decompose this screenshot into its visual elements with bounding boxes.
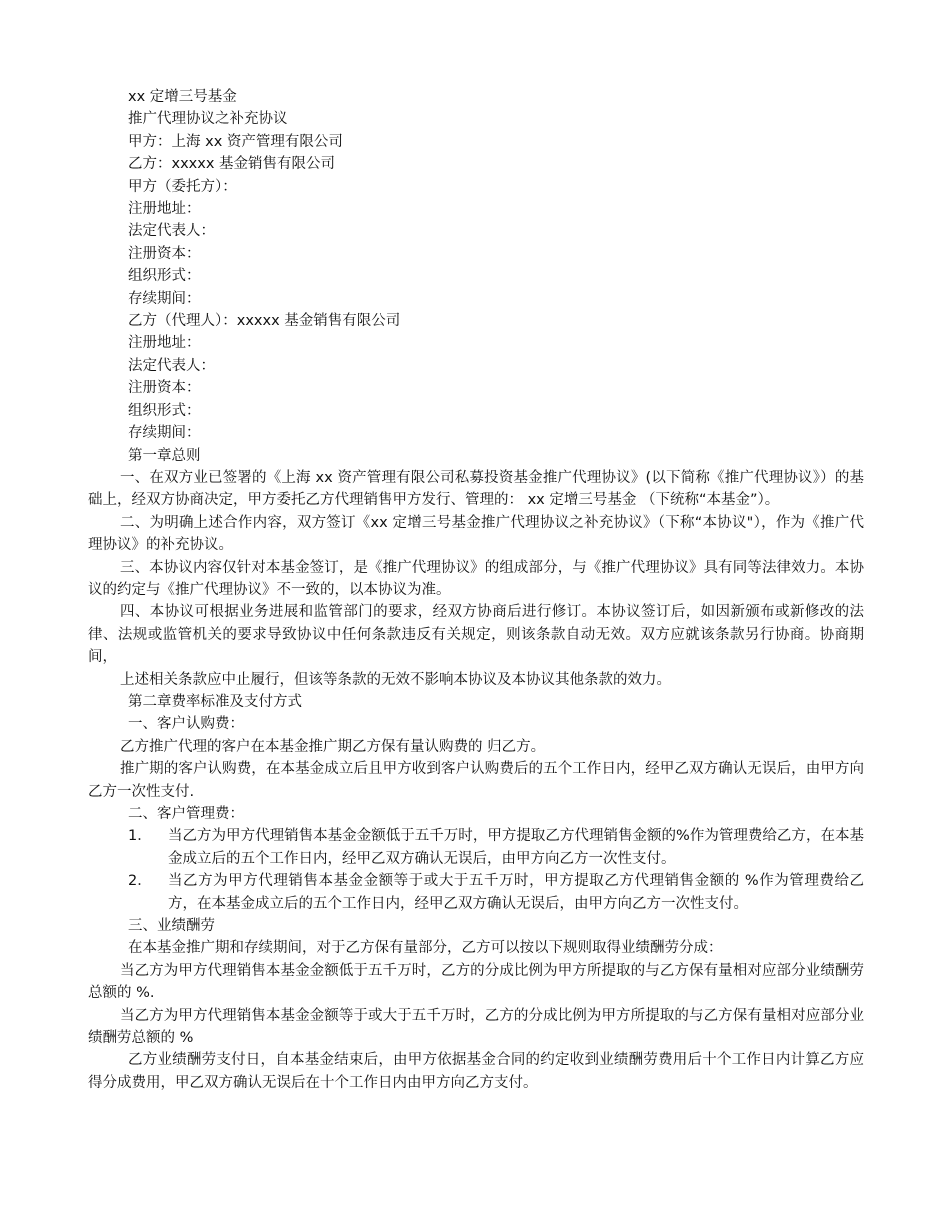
fee1-para-1: 乙方推广代理的客户在本基金推广期乙方保有量认购费的 归乙方。 [120, 738, 546, 755]
party-a-line: 甲方：上海 xx 资产管理有限公司 [128, 133, 343, 150]
fee1-heading: 一、客户认购费： [128, 716, 244, 733]
fee3-para-1: 在本基金推广期和存续期间，对于乙方保有量部分，乙方可以按以下规则取得业绩酬劳分成： [128, 940, 723, 957]
party-b-address: 注册地址： [128, 335, 201, 352]
fee2-item-2-text: 当乙方为甲方代理销售本基金金额等于或大于五千万时，甲方提取乙方代理销售金额的 %作为管理费给乙方，在本基金成立后的五个工作日内，经甲乙双方确认无误后，由甲方向乙方一次性支付。 [168, 873, 864, 912]
fee2-item-2-number: 2． [128, 873, 152, 890]
party-b-rep: 法定代表人： [128, 357, 215, 374]
chapter1-heading: 第一章总则 [128, 447, 201, 464]
chapter1-para-1: 一、在双方业已签署的《上海 xx 资产管理有限公司私募投资基金推广代理协议》(以下简称《推广代理协议》）的基础上，经双方协商决定，甲方委托乙方代理销售甲方发行、管理的： xx 定增三号基金 （下统称“本基金”）。 [88, 469, 864, 509]
fee1-para-2: 推广期的客户认购费，在本基金成立后且甲方收到客户认购费后的五个工作日内，经甲乙双方确认无误后，由甲方向乙方一次性支付. [88, 761, 864, 800]
party-a-capital: 注册资本： [128, 245, 201, 262]
chapter1-para-3: 三、本协议内容仅针对本基金签订，是《推广代理协议》的组成部分，与《推广代理协议》具有同等法律效力。本协议的约定与《推广代理协议》不一致的，以本协议为准。 [88, 559, 864, 598]
document-body [88, 86, 864, 1094]
party-a-heading: 甲方（委托方）： [128, 178, 237, 195]
chapter1-para-4: 四、本协议可根据业务进展和监管部门的要求，经双方协商后进行修订。本协议签订后，如因新颁布或新修改的法律、法规或监管机关的要求导致协议中任何条款违反有关规定，则该条款自动无效。双方应就该条款另行协商。协商期间， [88, 604, 864, 666]
party-a-org: 组织形式： [128, 268, 201, 285]
party-b-term: 存续期间： [128, 425, 201, 442]
party-b-capital: 注册资本： [128, 380, 201, 397]
fee3-heading: 三、业绩酬劳 [128, 918, 215, 935]
fee2-item-1-number: 1． [128, 828, 152, 845]
fee2-item-2 [88, 870, 864, 915]
fee3-para-3: 当乙方为甲方代理销售本基金金额等于或大于五千万时，乙方的分成比例为甲方所提取的与乙方保有量相对应部分业绩酬劳总额的 % [88, 1007, 864, 1047]
party-b-line: 乙方：xxxxx 基金销售有限公司 [128, 156, 336, 173]
chapter1-para-5: 上述相关条款应中止履行，但该等条款的无效不影响本协议及本协议其他条款的效力。 [120, 671, 671, 688]
fee2-item-1-text: 当乙方为甲方代理销售本基金金额低于五千万时，甲方提取乙方代理销售金额的%作为管理费给乙方，在本基金成立后的五个工作日内，经甲乙双方确认无误后，由甲方向乙方一次性支付。 [168, 828, 864, 867]
party-a-address: 注册地址： [128, 201, 201, 218]
fee2-item-1 [88, 825, 864, 870]
party-b-heading: 乙方（代理人）：xxxxx 基金销售有限公司 [128, 313, 401, 330]
party-a-term: 存续期间： [128, 290, 201, 307]
chapter2-heading: 第二章费率标准及支付方式 [128, 693, 302, 710]
chapter1-para-2: 二、为明确上述合作内容，双方签订《xx 定增三号基金推广代理协议之补充协议》（下称“本协议"），作为《推广代理协议》的补充协议。 [88, 514, 864, 554]
document-title: 推广代理协议之补充协议 [128, 111, 288, 128]
fund-name: xx 定增三号基金 [128, 89, 237, 105]
fee2-heading: 二、客户管理费： [128, 806, 244, 822]
fee3-para-4: 乙方业绩酬劳支付日，自本基金结束后，由甲方依据基金合同的约定收到业绩酬劳费用后十个工作日内计算乙方应得分成费用，甲乙双方确认无误后在十个工作日内由甲方向乙方支付。 [88, 1052, 864, 1091]
party-a-rep: 法定代表人： [128, 223, 215, 240]
fee3-para-2: 当乙方为甲方代理销售本基金金额低于五千万时，乙方的分成比例为甲方所提取的与乙方保有量相对应部分业绩酬劳总额的 %. [88, 962, 864, 1002]
party-b-org: 组织形式： [128, 402, 201, 419]
